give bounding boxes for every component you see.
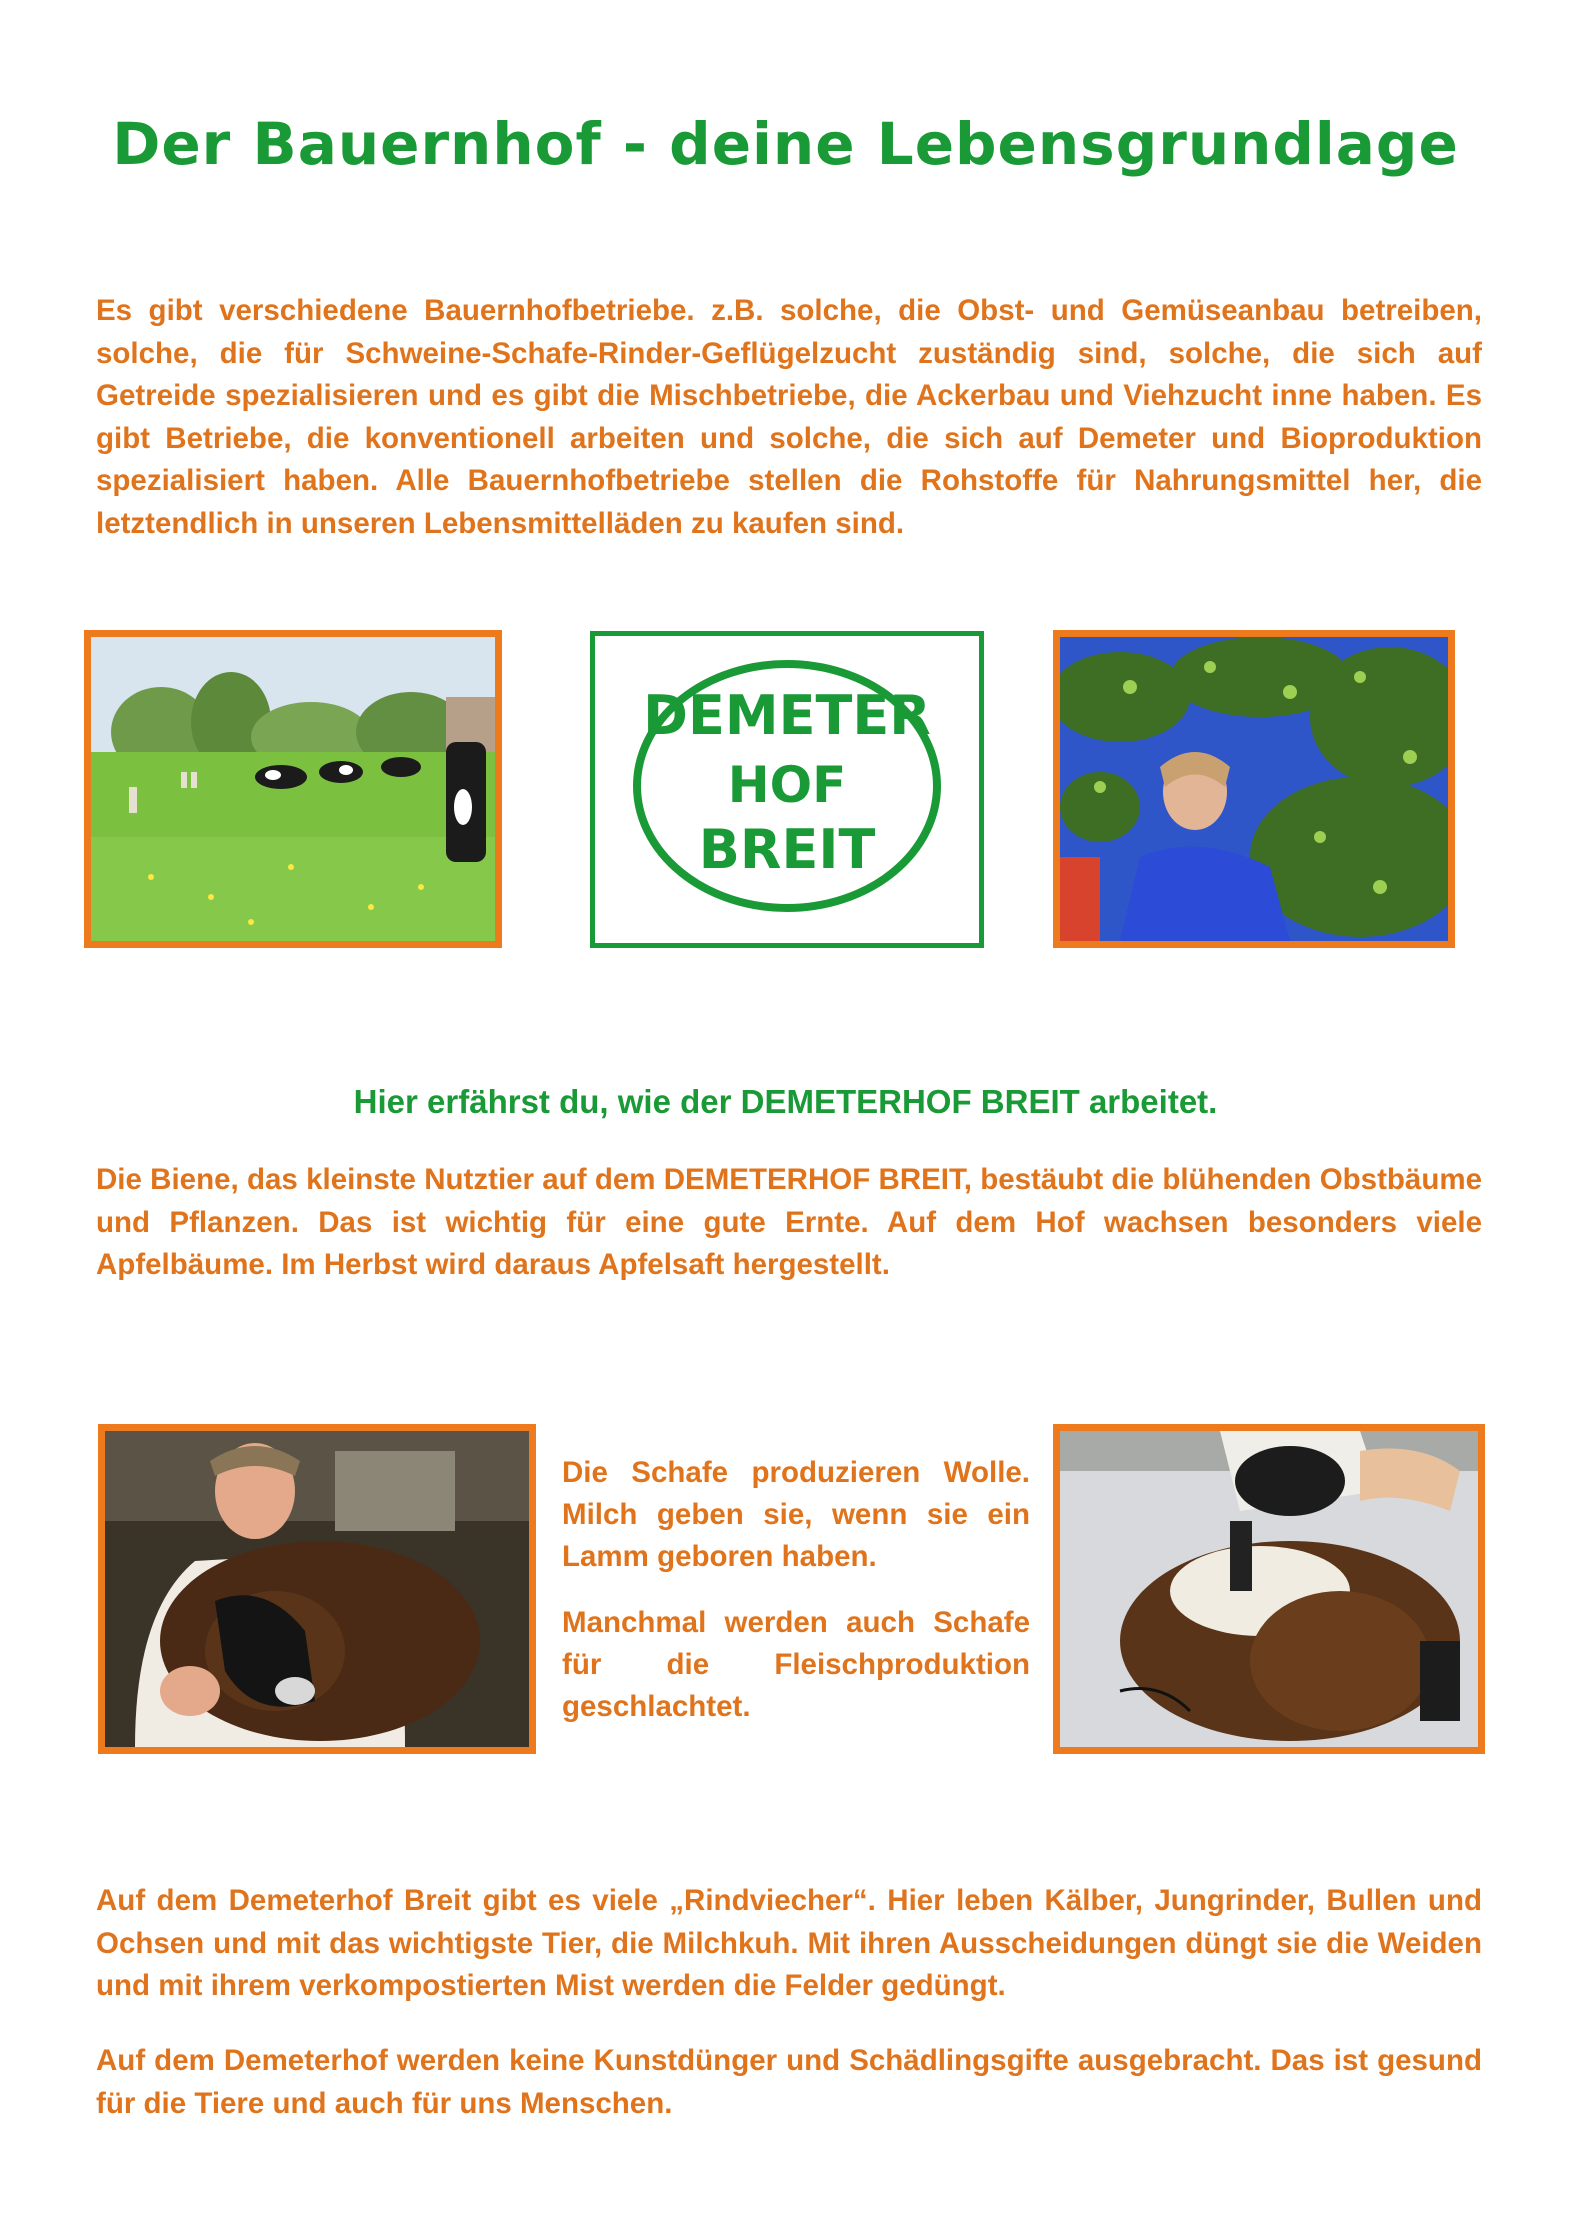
- page-title: Der Bauernhof - deine Lebensgrundlage: [112, 110, 1459, 178]
- cow-meadow-photo: [84, 630, 502, 948]
- demeterhof-breit-logo: [590, 631, 984, 948]
- bees-paragraph: Die Biene, das kleinste Nutztier auf dem DEMETERHOF BREIT, bestäubt die blühenden Obstbäume und Pflanzen. Das ist wichtig für eine gute Ernte. Auf dem Hof wachsen besonders viele Apfelbäume. Im Herbst wird daraus Apfelsaft hergestellt.: [96, 1163, 1482, 1281]
- sheep-text-block: [562, 1452, 1030, 1752]
- logo-text-breit: BREIT: [698, 818, 876, 881]
- logo-text-demeter: DEMETER: [643, 684, 931, 747]
- section-subtitle: Hier erfährst du, wie der DEMETERHOF BREIT arbeitet.: [353, 1083, 1218, 1120]
- sheep-paragraph-2: Manchmal werden auch Schafe für die Fleischproduktion geschlachtet.: [562, 1606, 1030, 1723]
- sheep-shearing-photo: [1053, 1424, 1485, 1754]
- cattle-paragraph: Auf dem Demeterhof Breit gibt es viele „Rindviecher“. Hier leben Kälber, Jungrinder, Bullen und Ochsen und mit das wichtigste Tier, die Milchkuh. Mit ihren Ausscheidungen düngt sie die Weiden und mit ihrem verkompostierten Mist werden die Felder gedüngt.: [96, 1884, 1482, 2002]
- apple-tree-photo: [1053, 630, 1455, 948]
- logo-text-hof: HOF: [727, 756, 847, 814]
- man-with-sheep-photo: [98, 1424, 536, 1754]
- closing-paragraph: Auf dem Demeterhof werden keine Kunstdünger und Schädlingsgifte ausgebracht. Das ist gesund für die Tiere und auch für uns Menschen.: [96, 2044, 1482, 2120]
- sheep-paragraph-1: Die Schafe produzieren Wolle. Milch geben sie, wenn sie ein Lamm geboren haben.: [562, 1456, 1030, 1573]
- intro-paragraph: Es gibt verschiedene Bauernhofbetriebe. z.B. solche, die Obst- und Gemüseanbau betreiben, solche, die für Schweine-Schafe-Rinder-Geflügelzucht zuständig sind, solche, die sich auf Getreide spezialisieren und es gibt die Mischbetriebe, die Ackerbau und Viehzucht inne haben. Es gibt Betriebe, die konventionell arbeiten und solche, die sich auf Demeter und Bioproduktion spezialisiert haben. Alle Bauernhofbetriebe stellen die Rohstoffe für Nahrungsmittel her, die letztendlich in unseren Lebensmittelläden zu kaufen sind.: [96, 294, 1482, 540]
